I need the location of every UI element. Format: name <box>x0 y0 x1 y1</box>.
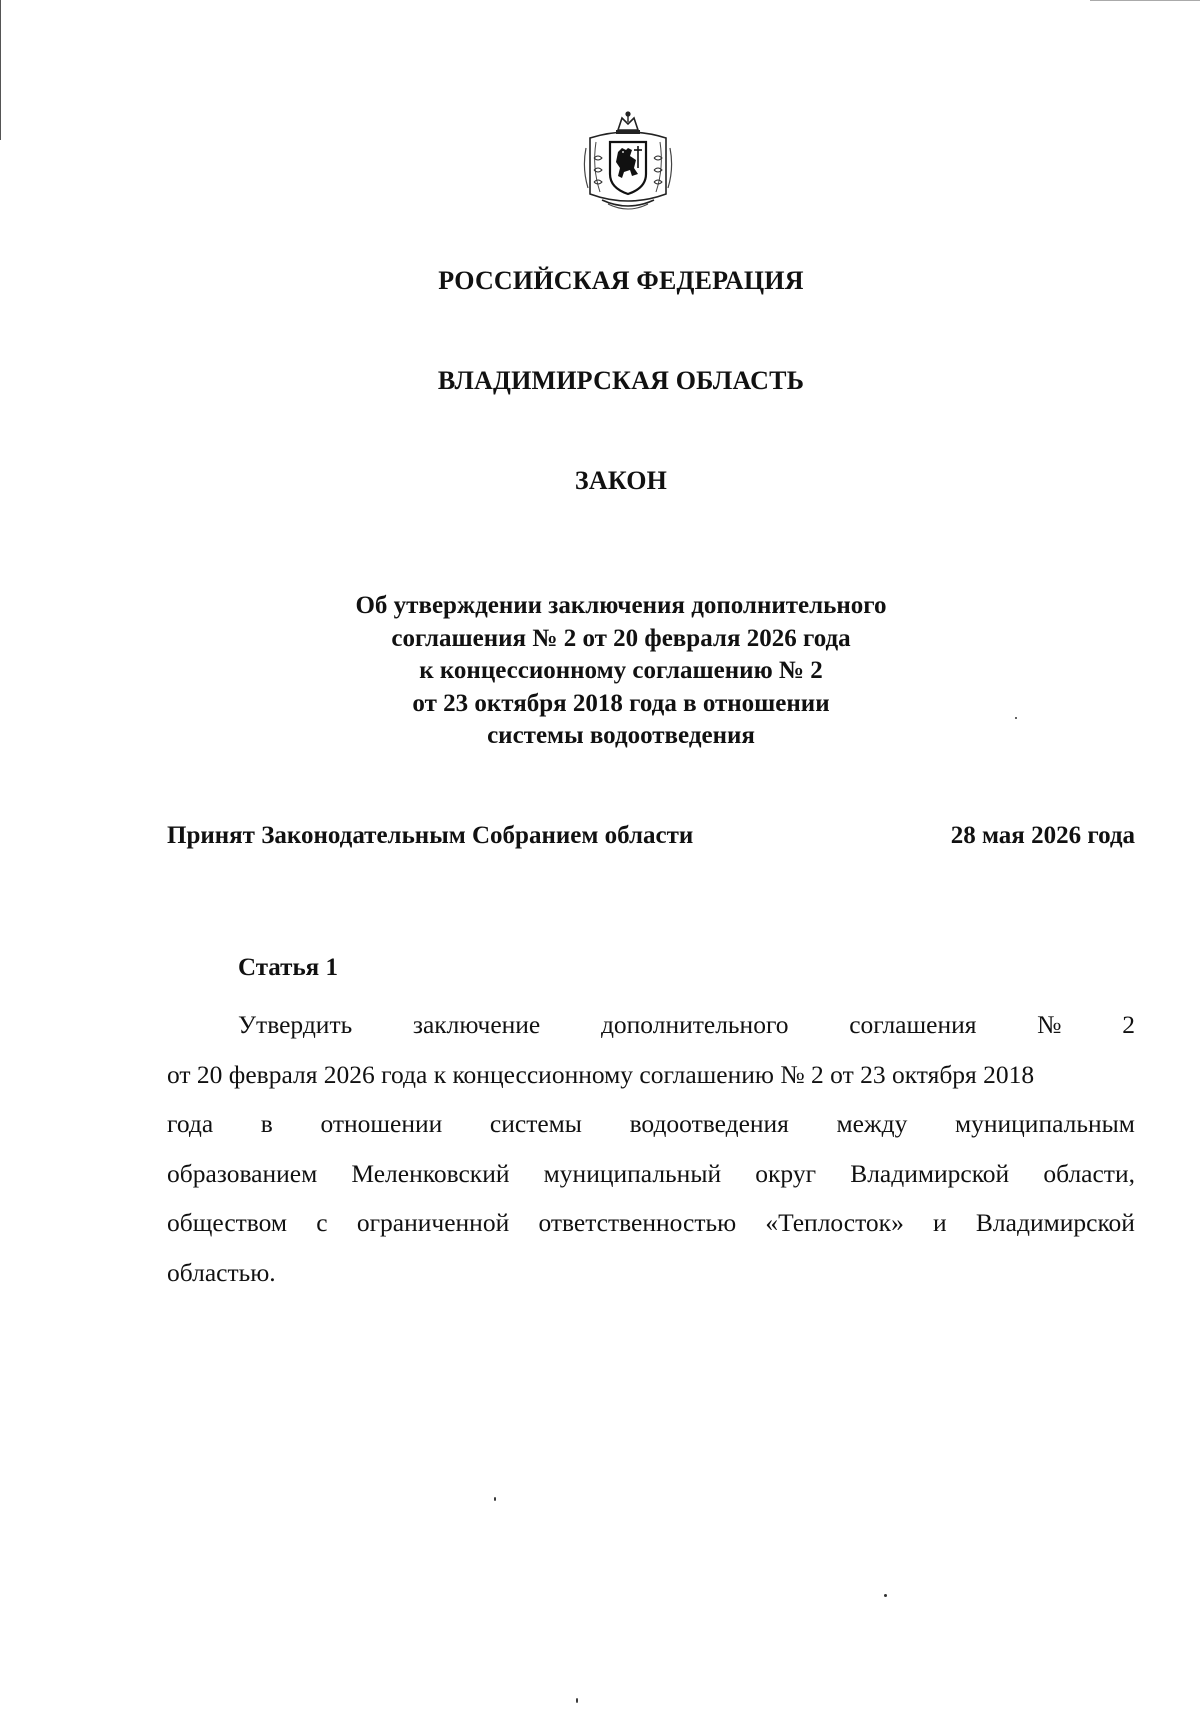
article-word: области, <box>1043 1158 1135 1188</box>
adoption-date: 28 мая 2026 года <box>950 822 1135 849</box>
scan-speck <box>576 1698 578 1703</box>
article-word: Владимирской <box>975 1208 1135 1237</box>
article-word: в <box>260 1109 273 1138</box>
scan-edge-mark <box>1090 0 1200 1</box>
scan-speck <box>884 1594 887 1597</box>
article-line <box>167 1050 1135 1100</box>
article-word: и <box>933 1208 947 1237</box>
scan-speck <box>1015 717 1017 719</box>
article-word: Владимирской <box>850 1158 1010 1188</box>
article-line <box>167 1248 1135 1298</box>
article-word: 2 <box>1122 1010 1135 1039</box>
article-word: Утвердить <box>238 1010 353 1039</box>
article-body <box>167 1000 1135 1297</box>
law-title-line: Об утверждении заключения дополнительного <box>355 592 887 619</box>
article-word: ответственностью <box>538 1208 737 1237</box>
article-line <box>167 1099 1135 1149</box>
scan-edge-mark <box>0 0 1 140</box>
article-word: системы <box>489 1109 582 1138</box>
article-heading: Статья 1 <box>238 954 338 981</box>
article-word: «Теплосток» <box>765 1208 904 1237</box>
article-line <box>167 1000 1135 1050</box>
article-word: заключение <box>412 1010 541 1039</box>
article-word: муниципальным <box>954 1109 1135 1138</box>
law-title-line: системы водоотведения <box>487 722 755 749</box>
law-title <box>0 590 1200 753</box>
article-word: округ <box>755 1158 817 1188</box>
article-line <box>167 1198 1135 1248</box>
article-line <box>167 1149 1135 1199</box>
article-word: Меленковский <box>351 1158 510 1188</box>
law-title-line: от 23 октября 2018 года в отношении <box>412 689 830 717</box>
article-word: ограниченной <box>356 1208 510 1237</box>
article-word: № <box>1037 1010 1062 1039</box>
coat-of-arms-icon <box>582 108 674 216</box>
article-word: обществом <box>167 1208 288 1237</box>
law-title-line: к концессионному соглашению № 2 <box>419 657 823 684</box>
law-title-line: соглашения № 2 от 20 февраля 2026 года <box>391 624 851 652</box>
document-type-heading: ЗАКОН <box>574 466 668 495</box>
article-word: дополнительного <box>600 1010 789 1039</box>
article-word: соглашения <box>849 1010 977 1039</box>
article-word: образованием <box>167 1158 318 1188</box>
article-word: муниципальный <box>543 1158 722 1188</box>
country-heading: РОССИЙСКАЯ ФЕДЕРАЦИЯ <box>438 266 804 295</box>
article-word: между <box>836 1109 908 1138</box>
scan-speck <box>494 1497 496 1501</box>
adoption-body: Принят Законодательным Собранием области <box>167 822 694 849</box>
article-word: отношении <box>320 1109 443 1138</box>
region-heading: ВЛАДИМИРСКАЯ ОБЛАСТЬ <box>437 366 805 395</box>
article-word: года <box>167 1109 214 1138</box>
article-word: областью. <box>167 1257 276 1287</box>
article-word: с <box>316 1208 328 1237</box>
article-word: водоотведения <box>629 1109 789 1138</box>
article-word: от 20 февраля 2026 года к концессионному соглашению № 2 от 23 октября 2018 <box>167 1059 1035 1089</box>
